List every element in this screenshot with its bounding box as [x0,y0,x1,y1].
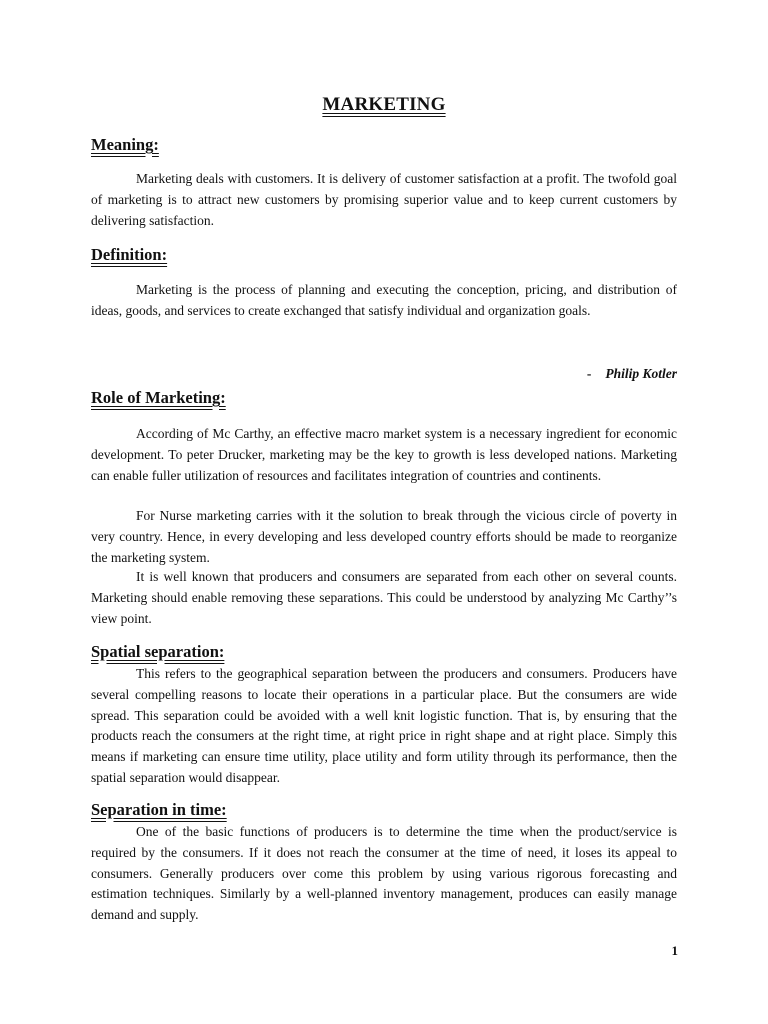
attribution-author: Philip Kotler [605,366,677,381]
attribution [587,366,677,382]
page-number: 1 [671,943,678,958]
document-title: MARKETING [322,94,446,115]
heading-meaning: Meaning: [91,135,159,154]
heading-role-of-marketing: Role of Marketing: [91,388,226,407]
paragraph-definition: Marketing is the process of planning and executing the conception, pricing, and distribution of ideas, goods, and services to create exchanged that satisfy individual and organization goals. [91,282,677,318]
paragraph-role-2: For Nurse marketing carries with it the solution to break through the vicious circle of poverty in very country. Hence, in every developing and less developed country efforts should be made to reorganize the marketing system. [91,508,677,565]
heading-separation-in-time: Separation in time: [91,800,227,819]
paragraph-role-3: It is well known that producers and consumers are separated from each other on several counts. Marketing should enable removing these separations. This could be understood by analyzing Mc Carthy’’s view point. [91,569,677,626]
attribution-dash: - [586,366,592,381]
heading-spatial-separation: Spatial separation: [91,642,225,661]
heading-definition: Definition: [91,245,168,264]
paragraph-role-1: According of Mc Carthy, an effective macro market system is a necessary ingredient for economic development. To peter Drucker, marketing may be the key to growth is less developed nations. Marketing can enable fuller utilization of resources and facilitates integration of countries and continents. [91,426,677,483]
paragraph-spatial: This refers to the geographical separation between the producers and consumers. Producers have several compelling reasons to locate their operations in a particular place. But the consumers are wide spread. This separation could be avoided with a well knit logistic function. That is, by ensuring that the products reach the consumers at the right time, at right price in right shape and at right place. Simply this means if marketing can ensure time utility, place utility and form utility through its performance, then the spatial separation would disappear. [91,666,677,785]
paragraph-meaning: Marketing deals with customers. It is delivery of customer satisfaction at a profit. The twofold goal of marketing is to attract new customers by promising superior value and to keep current customers by delivering satisfaction. [91,171,677,228]
paragraph-time: One of the basic functions of producers is to determine the time when the product/service is required by the consumers. If it does not reach the consumer at the time of need, it loses its appeal to consumers. Generally producers over come this problem by using various rigorous forecasting and estimation techniques. Similarly by a well-planned inventory management, produces can easily manage demand and supply. [91,824,677,923]
